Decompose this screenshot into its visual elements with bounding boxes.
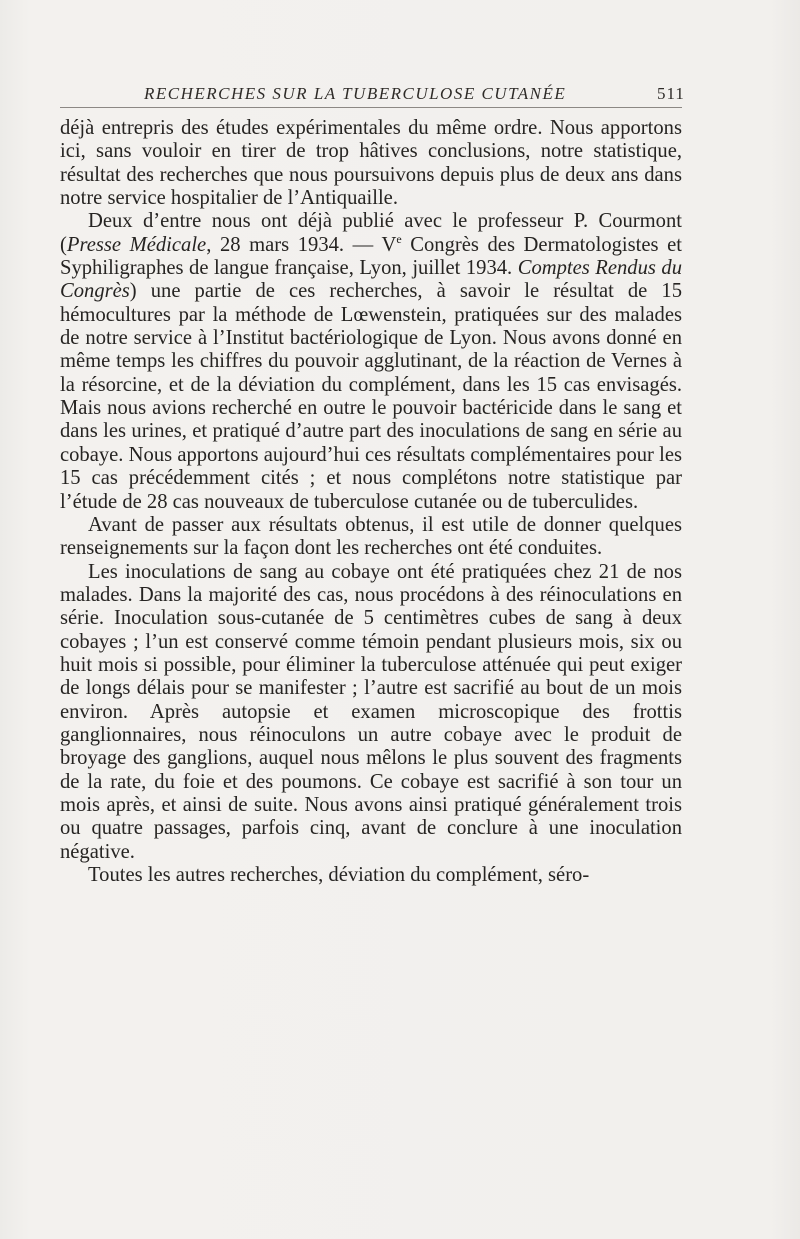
paragraph-2-part-b: , 28 mars 1934. — V [206, 233, 397, 256]
paragraph-2-part-d: ) une partie de ces recherches, à savoir le résultat de 15 hémocultures par la méthode de Lœwenstein, pratiquées sur des malades de notre service à l’Institut bactériologique de Lyon. Nous avons donné en même temps les chiffres du pouvoir agglutinant, de la réaction de Vernes à la résorcine, et de la déviation du complément, dans les 15 cas envisagés. Mais nous avions recherché en outre le pouvoir bactéricide dans le sang et dans les urines, et pratiqué d’autre part des inoculations de sang en série au cobaye. Nous apportons aujourd’hui ces résultats complémentaires pour les 15 cas précédemment cités ; et nous complétons notre statistique par l’étude de 28 cas nouveaux de tuberculose cutanée ou de tuberculides. [60, 280, 682, 513]
page-number: 511 [657, 84, 685, 103]
paragraph-5: Toutes les autres recherches, déviation du complément, séro- [88, 864, 590, 886]
citation-presse-medicale: Presse Médicale [66, 233, 207, 256]
body-text [60, 117, 682, 887]
paragraph-2 [60, 210, 682, 513]
paragraph-4: Les inoculations de sang au cobaye ont été pratiquées chez 21 de nos malades. Dans la majorité des cas, nous procédons à des réinoculations en série. Inoculation sous-cutanée de 5 centimètres cubes de sang à deux cobayes ; l’un est conservé comme témoin pendant plusieurs mois, six ou huit mois si possible, pour éliminer la tuberculose atténuée qui peut exiger de longs délais pour se manifester ; l’autre est sacrifié au bout de un mois environ. Après autopsie et examen microscopique des frottis ganglionnaires, nous réinoculons un autre cobaye avec le produit de broyage des ganglions, auquel nous mêlons le plus souvent des fragments de la rate, du foie et des poumons. Ce cobaye est sacrifié à son tour un mois après, et ainsi de suite. Nous avons ainsi pratiqué généralement trois ou quatre passages, parfois cinq, avant de conclure à une inoculation négative. [60, 560, 682, 863]
paragraph-1: déjà entrepris des études expérimentales du même ordre. Nous apportons ici, sans vouloir en tirer de trop hâtives conclusions, notre statistique, résultat des recherches que nous poursuivons depuis plus de deux ans dans notre service hospitalier de l’Antiquaille. [60, 117, 682, 210]
running-title: RECHERCHES SUR LA TUBERCULOSE CUTANÉE [144, 84, 567, 103]
superscript-e: e [396, 231, 402, 246]
paragraph-3: Avant de passer aux résultats obtenus, il est utile de donner quelques renseignements sur la façon dont les recherches ont été conduites. [60, 513, 682, 560]
header-rule [60, 107, 682, 108]
citation-comptes-rendus: Comptes Rendus du Congrès [60, 257, 682, 303]
paragraph-2-part-c: Congrès des Dermatologistes et Syphiligraphes de langue française, Lyon, juillet 1934. [60, 233, 682, 280]
paragraph-2-part-a: Deux d’entre nous ont déjà publié avec le professeur P. Courmont ( [60, 210, 682, 256]
